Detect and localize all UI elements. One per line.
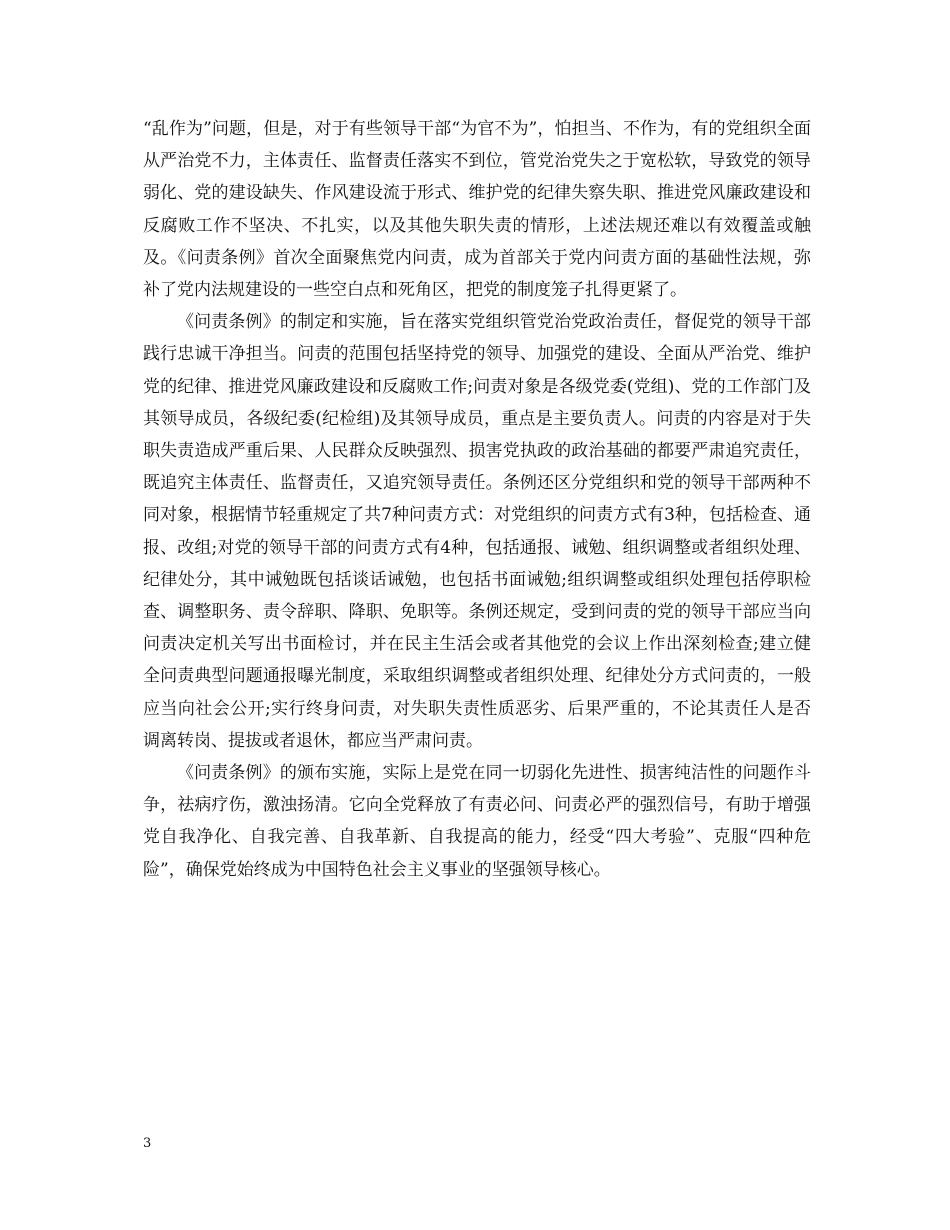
document-body (143, 113, 811, 886)
paragraph-continuation: “乱作为”问题，但是，对于有些领导干部“为官不为”，怕担当、不作为，有的党组织全面从严治党不力，主体责任、监督责任落实不到位，管党治党失之于宽松软，导致党的领导弱化、党的建设缺失、作风建设流于形式、维护党的纪律失察失职、推进党风廉政建设和反腐败工作不坚决、不扎实，以及其他失职失责的情形，上述法规还难以有效覆盖或触及。《问责条例》首次全面聚焦党内问责，成为首部关于党内问责方面的基础性法规，弥补了党内法规建设的一些空白点和死角区，把党的制度笼子扎得更紧了。 (143, 119, 811, 301)
paragraph-regulation-scope: 《问责条例》的制定和实施，旨在落实党组织管党治党政治责任，督促党的领导干部践行忠诚干净担当。问责的范围包括坚持党的领导、加强党的建设、全面从严治党、维护党的纪律、推进党风廉政建设和反腐败工作;问责对象是各级党委(党组)、党的工作部门及其领导成员，各级纪委(纪检组)及其领导成员，重点是主要负责人。问责的内容是对于失职失责造成严重后果、人民群众反映强烈、损害党执政的政治基础的都要严肃追究责任，既追究主体责任、监督责任，又追究领导责任。条例还区分党组织和党的领导干部两种不同对象，根据情节轻重规定了共7种问责方式：对党组织的问责方式有3种，包括检查、通报、改组;对党的领导干部的问责方式有4种，包括通报、诫勉、组织调整或者组织处理、纪律处分，其中诫勉既包括谈话诫勉，也包括书面诫勉;组织调整或组织处理包括停职检查、调整职务、责令辞职、降职、免职等。条例还规定，受到问责的党的领导干部应当向问责决定机关写出书面检讨，并在民主生活会或者其他党的会议上作出深刻检查;建立健全问责典型问题通报曝光制度，采取组织调整或者组织处理、纪律处分方式问责的，一般应当向社会公开;实行终身问责，对失职失责性质恶劣、后果严重的，不论其责任人是否调离转岗、提拔或者退休，都应当严肃问责。 (143, 312, 811, 751)
page-number: 3 (143, 1136, 152, 1151)
paragraph-regulation-significance: 《问责条例》的颁布实施，实际上是党在同一切弱化先进性、损害纯洁性的问题作斗争，祛病疗伤，激浊扬清。它向全党释放了有责必问、问责必严的强烈信号，有助于增强党自我净化、自我完善、自我革新、自我提高的能力，经受“四大考验”、克服“四种危险”，确保党始终成为中国特色社会主义事业的坚强领导核心。 (143, 763, 811, 880)
